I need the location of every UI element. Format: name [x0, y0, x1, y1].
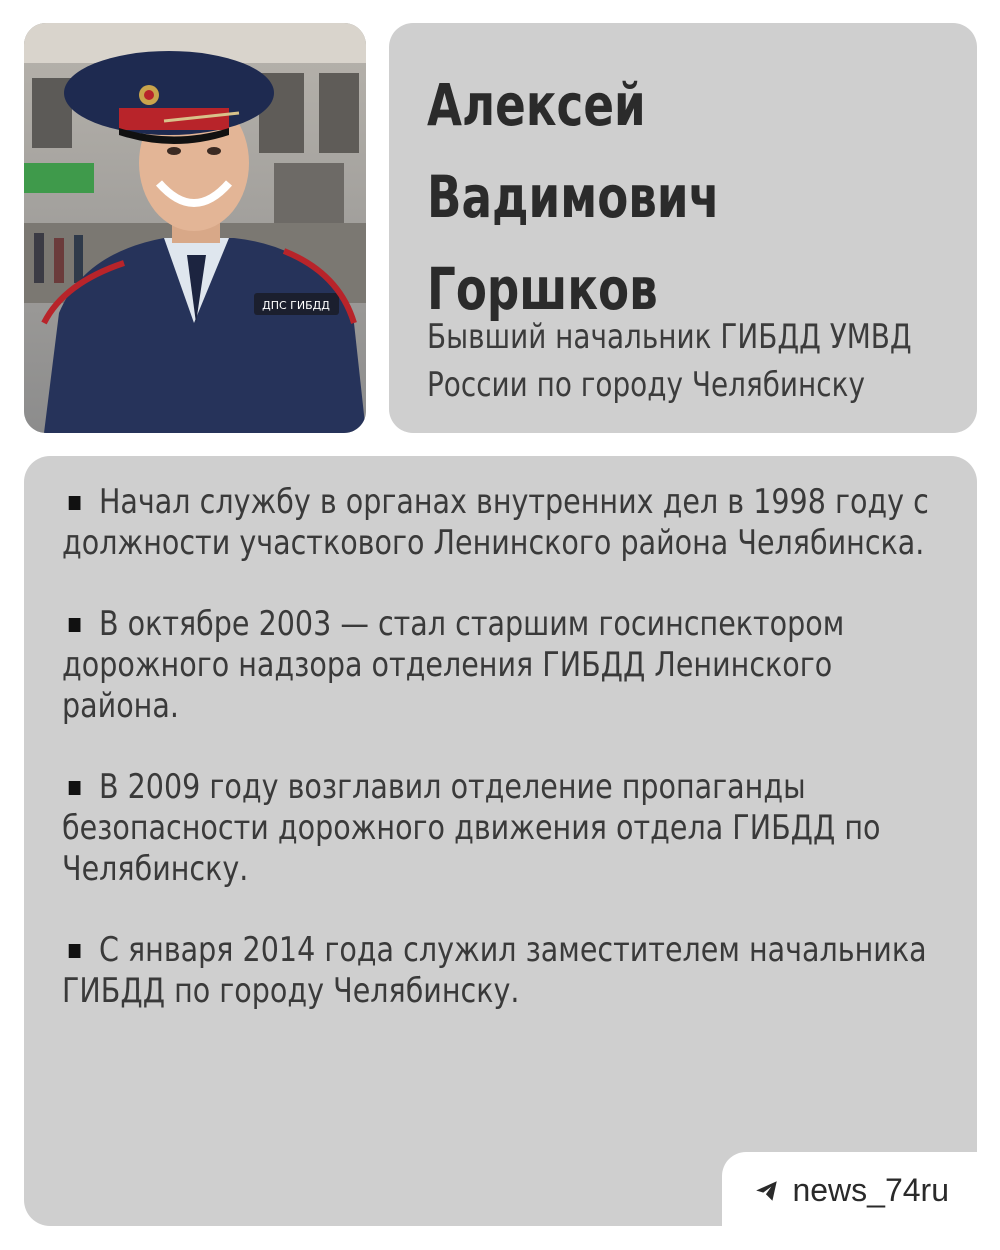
bio-text: В октябре 2003 — стал старшим госинспектором дорожного надзора отделения ГИБДД Ленинского района. [62, 604, 845, 726]
bio-item [62, 604, 936, 727]
bio-text: В 2009 году возглавил отделение пропаганды безопасности дорожного движения отдела ГИБДД по Челябинску. [62, 767, 881, 889]
portrait-illustration [24, 23, 366, 433]
bullet-icon [69, 944, 81, 958]
person-position [427, 313, 912, 409]
bullet-icon [69, 496, 81, 510]
telegram-channel-link[interactable] [754, 1172, 949, 1209]
bio-item [62, 767, 936, 890]
bio-item [62, 482, 936, 564]
position-line-2: России по городу Челябинску [427, 365, 865, 405]
name-last: Горшков [427, 255, 658, 323]
bio-item [62, 930, 936, 1012]
portrait-photo [24, 23, 366, 433]
name-first: Алексей [427, 71, 646, 139]
telegram-icon [754, 1178, 780, 1204]
biography-list [62, 482, 936, 1052]
bio-text: С января 2014 года служил заместителем начальника ГИБДД по городу Челябинску. [62, 930, 927, 1011]
biography-card [24, 456, 977, 1226]
channel-name: news_74ru [792, 1172, 949, 1208]
name-card [389, 23, 977, 433]
name-patronymic: Вадимович [427, 163, 720, 231]
bullet-icon [69, 781, 81, 795]
bullet-icon [69, 618, 81, 632]
uniform-badge: ДПС ГИБДД [262, 299, 330, 312]
brand-tag [722, 1152, 977, 1228]
person-name [427, 59, 720, 335]
bio-text: Начал службу в органах внутренних дел в 1998 году с должности участкового Ленинского района Челябинска. [62, 482, 929, 563]
position-line-1: Бывший начальник ГИБДД УМВД [427, 317, 912, 357]
